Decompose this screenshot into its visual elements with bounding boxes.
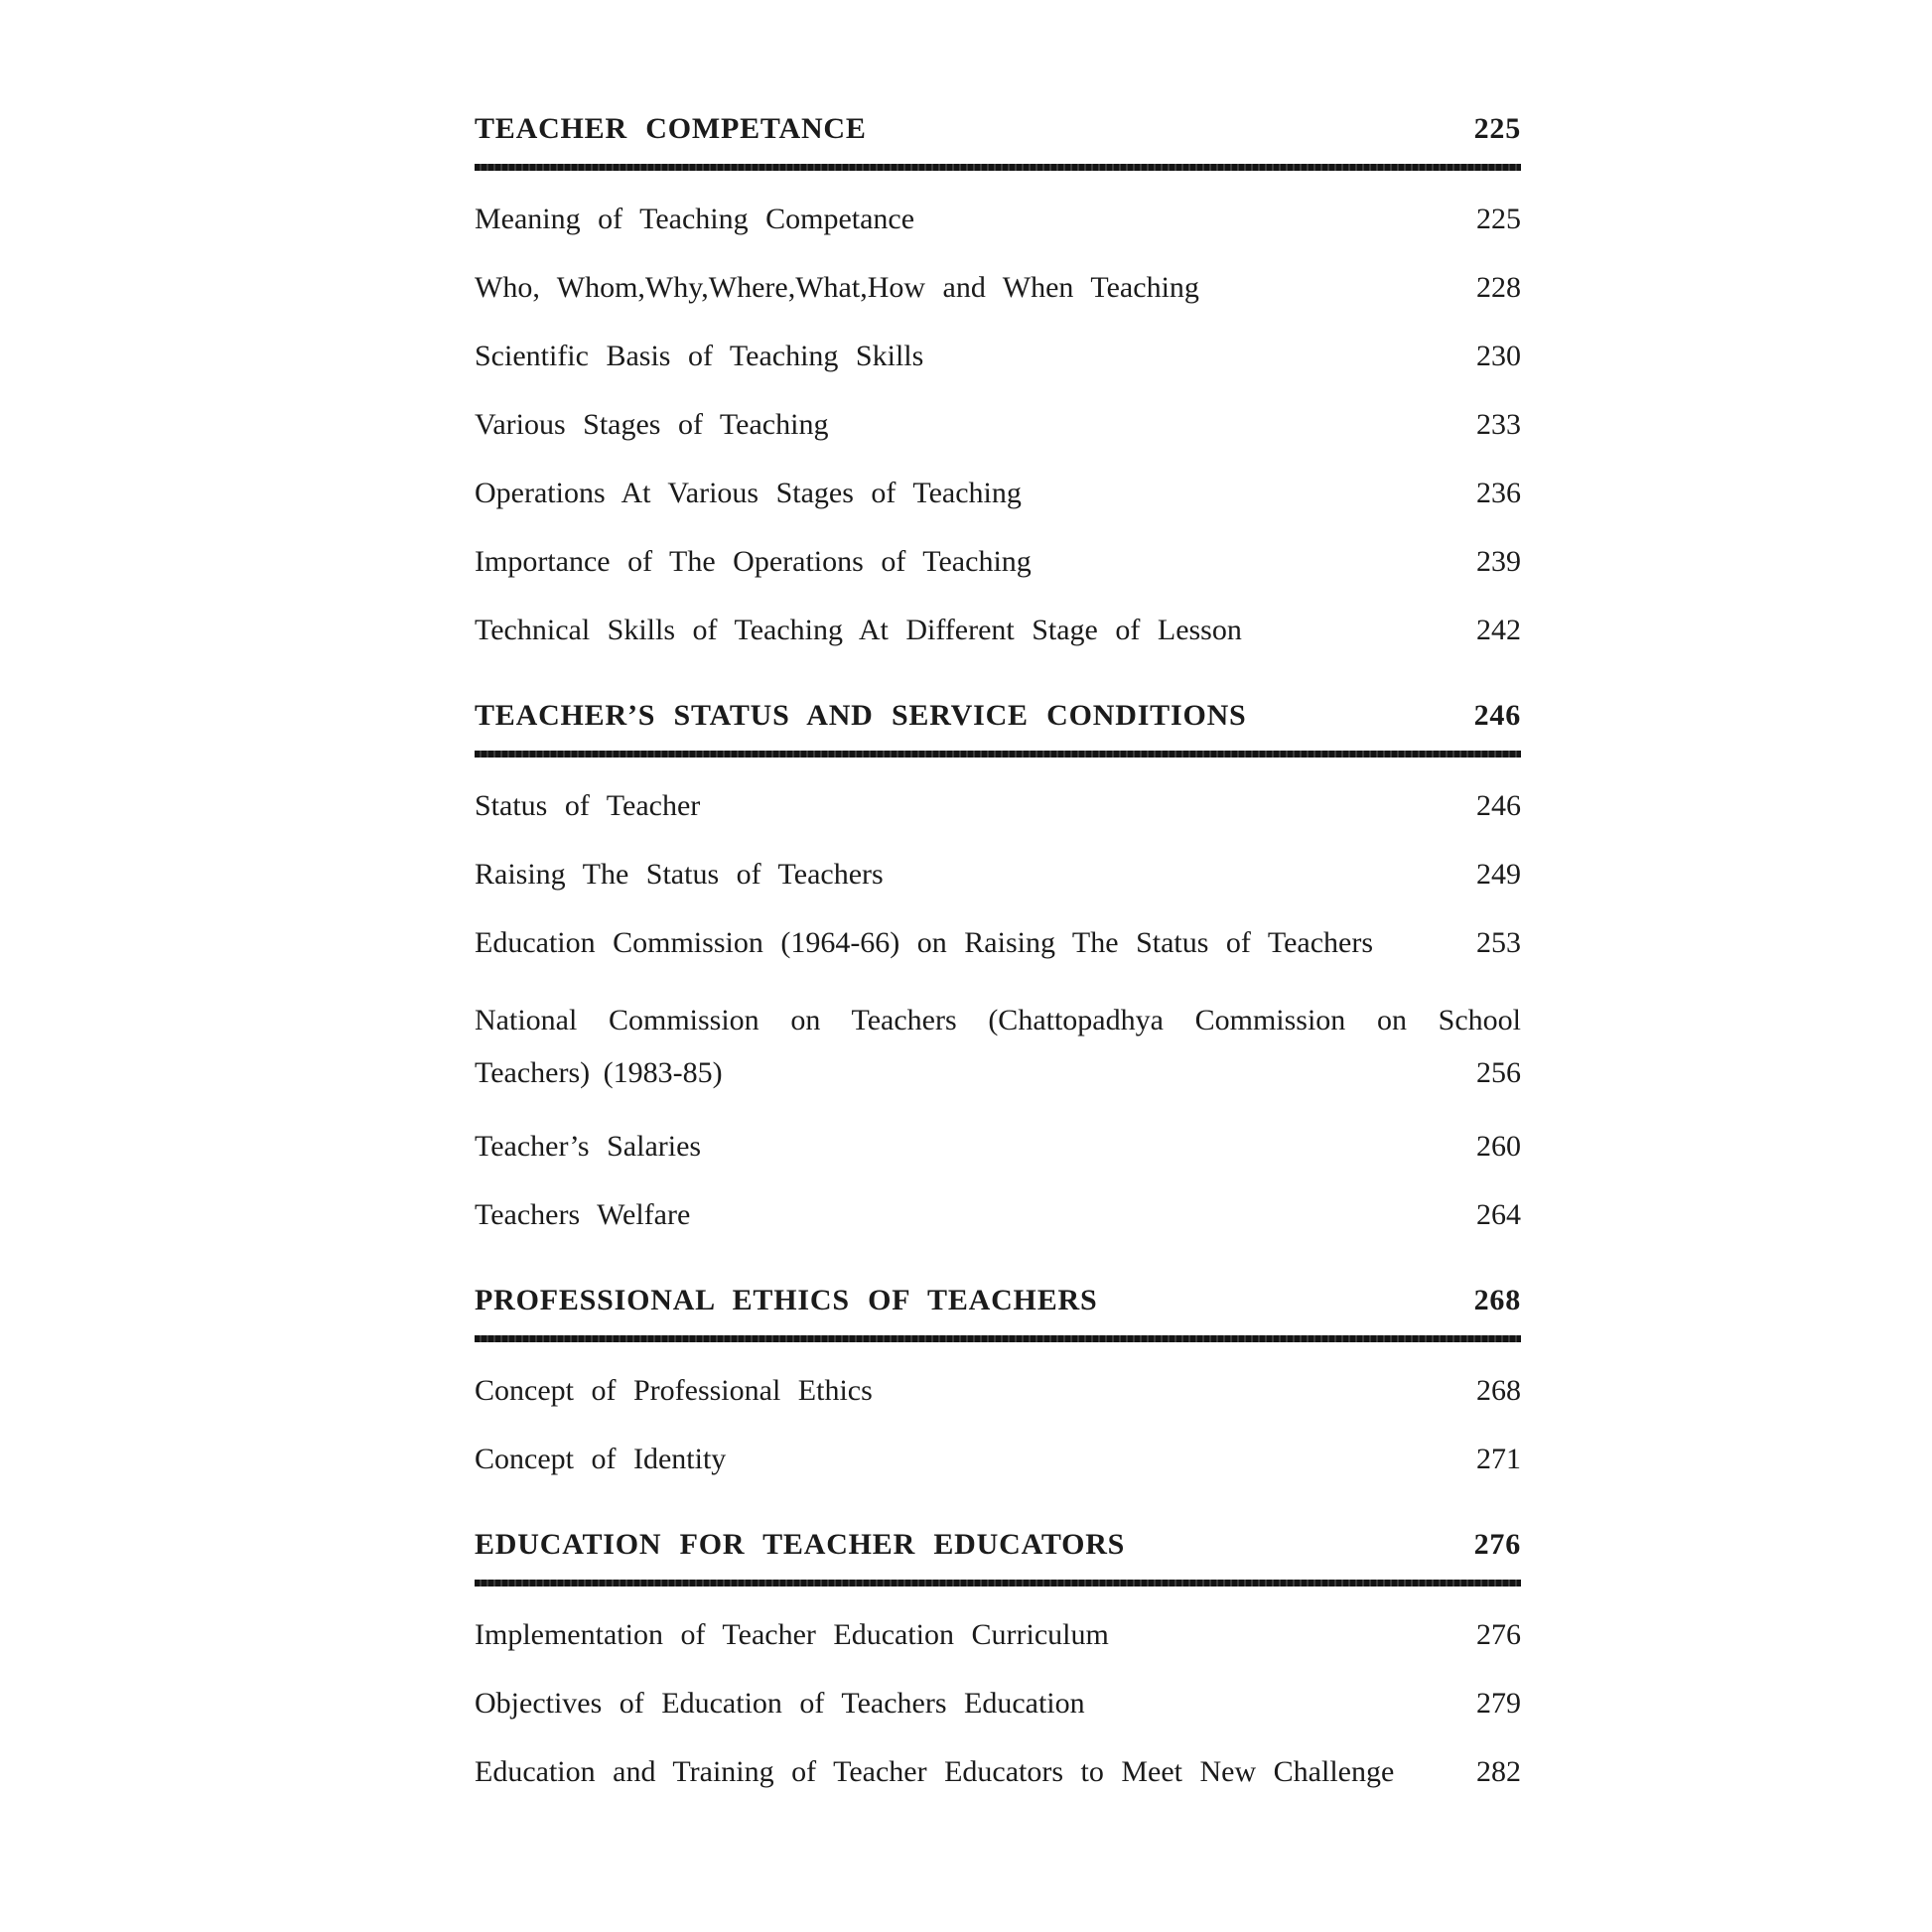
section-divider-rule (475, 751, 1521, 758)
toc-entry-label: Teacher’s Salaries (475, 1130, 702, 1163)
toc-entry-label: Status of Teacher (475, 789, 701, 822)
toc-entry (475, 1684, 1521, 1724)
toc-entry-label: Objectives of Education of Teachers Education (475, 1687, 1085, 1720)
toc-entry-label: Concept of Identity (475, 1443, 727, 1475)
toc-entry-page: 228 (1476, 271, 1521, 304)
toc-entry (475, 542, 1521, 582)
section-page-number: 276 (1473, 1528, 1521, 1561)
section-title: PROFESSIONAL ETHICS OF TEACHERS (475, 1284, 1098, 1316)
toc-entry (475, 786, 1521, 826)
toc-page (475, 109, 1521, 1792)
toc-entry-page: 256 (1476, 1056, 1521, 1089)
section-page-number: 225 (1473, 112, 1521, 145)
section-page-number: 268 (1473, 1284, 1521, 1316)
toc-entry (475, 337, 1521, 376)
toc-entry (475, 1440, 1521, 1479)
toc-entry-label: Concept of Professional Ethics (475, 1374, 873, 1407)
toc-entry-label: Implementation of Teacher Education Curriculum (475, 1618, 1109, 1651)
toc-entry-page: 279 (1476, 1687, 1521, 1720)
toc-entry-page: 282 (1476, 1755, 1521, 1788)
section-page-number: 246 (1473, 699, 1521, 732)
toc-entry (475, 1752, 1521, 1792)
toc-entry (475, 923, 1521, 963)
section-title: EDUCATION FOR TEACHER EDUCATORS (475, 1528, 1126, 1561)
toc-entry (475, 1127, 1521, 1167)
toc-entry-label: Teachers Welfare (475, 1198, 691, 1231)
toc-entry-page: 249 (1476, 858, 1521, 891)
toc-entry-page: 260 (1476, 1130, 1521, 1163)
toc-entry-label: Technical Skills of Teaching At Different Stage of Lesson (475, 614, 1242, 646)
toc-entry-page: 246 (1476, 789, 1521, 822)
section-header (475, 109, 1521, 149)
toc-entry-page: 236 (1476, 477, 1521, 509)
section-divider-rule (475, 164, 1521, 171)
toc-entry (475, 1615, 1521, 1655)
toc-entry-label-line2: Teachers) (1983-85) (475, 1056, 723, 1089)
toc-entry-label: Education Commission (1964-66) on Raising The Status of Teachers (475, 926, 1374, 959)
toc-section-teacher-competance (475, 109, 1521, 650)
section-title: TEACHER’S STATUS AND SERVICE CONDITIONS (475, 699, 1247, 732)
toc-section-professional-ethics (475, 1281, 1521, 1479)
toc-entry-label: Education and Training of Teacher Educators to Meet New Challenge (475, 1755, 1395, 1788)
toc-entry-page: 253 (1476, 926, 1521, 959)
toc-section-teachers-status (475, 696, 1521, 1235)
toc-entry-label: Importance of The Operations of Teaching (475, 545, 1032, 578)
toc-entry-label: Who, Whom,Why,Where,What,How and When Teaching (475, 271, 1199, 304)
section-header (475, 1281, 1521, 1320)
toc-entry (475, 611, 1521, 650)
toc-entry-page: 239 (1476, 545, 1521, 578)
section-divider-rule (475, 1580, 1521, 1587)
toc-entry-label: Raising The Status of Teachers (475, 858, 884, 891)
toc-entry (475, 474, 1521, 513)
toc-section-education-for-teacher-educators (475, 1525, 1521, 1792)
section-header (475, 1525, 1521, 1565)
toc-entry-page: 230 (1476, 340, 1521, 372)
toc-entry-page: 271 (1476, 1443, 1521, 1475)
toc-entry (475, 405, 1521, 445)
toc-entry-label: Various Stages of Teaching (475, 408, 829, 441)
toc-entry-page: 225 (1476, 203, 1521, 235)
toc-entry-page: 276 (1476, 1618, 1521, 1651)
toc-entry (475, 855, 1521, 895)
toc-entry-page: 264 (1476, 1198, 1521, 1231)
toc-entry-page: 242 (1476, 614, 1521, 646)
toc-entry-label: Meaning of Teaching Competance (475, 203, 915, 235)
toc-entry-label (475, 992, 1521, 1098)
toc-entry-page: 233 (1476, 408, 1521, 441)
toc-entry (475, 1371, 1521, 1411)
section-header (475, 696, 1521, 736)
toc-entry (475, 1195, 1521, 1235)
toc-entry-page: 268 (1476, 1374, 1521, 1407)
toc-entry (475, 268, 1521, 308)
toc-entry-label: Scientific Basis of Teaching Skills (475, 340, 924, 372)
toc-entry-two-line (475, 992, 1521, 1098)
toc-entry (475, 200, 1521, 239)
toc-entry-label: Operations At Various Stages of Teaching (475, 477, 1022, 509)
toc-entry-label-line1: National Commission on Teachers (Chattopadhya Commission on School (475, 1004, 1521, 1036)
section-divider-rule (475, 1335, 1521, 1342)
section-title: TEACHER COMPETANCE (475, 112, 867, 145)
